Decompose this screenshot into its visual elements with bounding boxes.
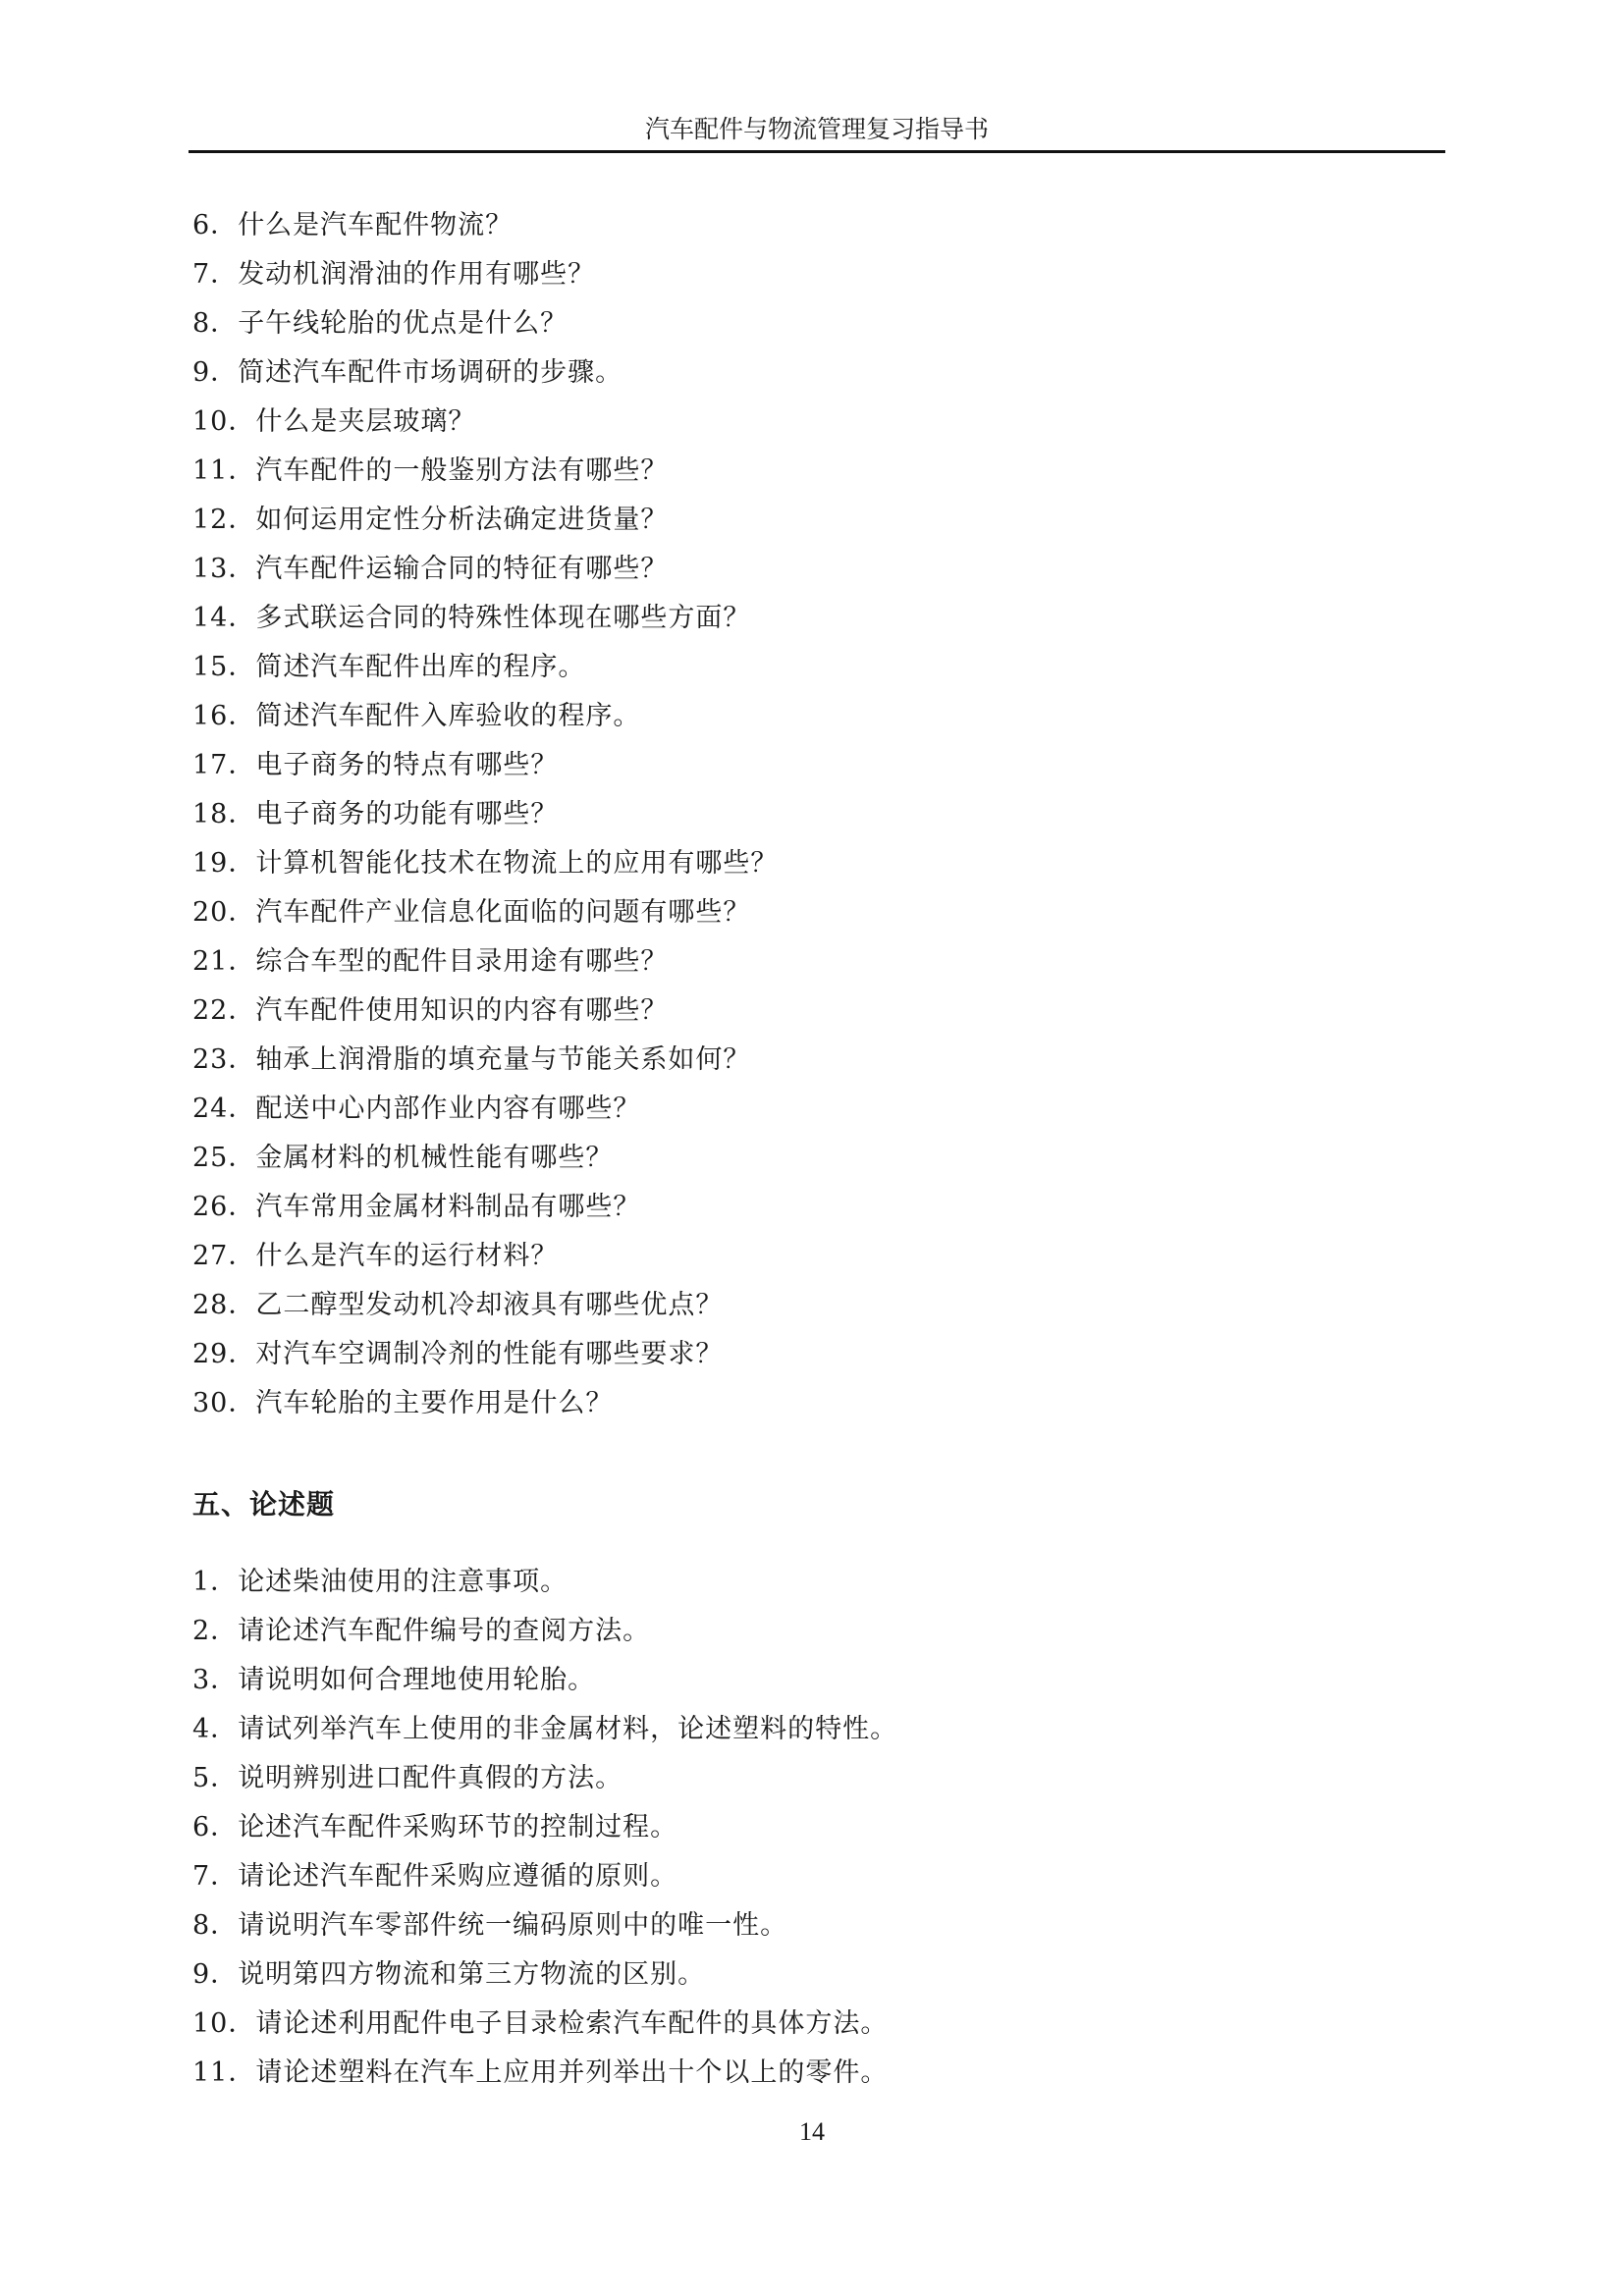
question-item	[192, 1281, 778, 1330]
question-item	[192, 643, 778, 692]
question-item	[192, 1134, 778, 1183]
question-text: 汽车常用金属材料制品有哪些？	[255, 1192, 641, 1222]
question-text: 对汽车空调制冷剂的性能有哪些要求？	[255, 1339, 724, 1369]
question-number: 17．	[192, 750, 256, 780]
question-item	[192, 987, 778, 1036]
question-text: 简述汽车配件市场调研的步骤。	[238, 357, 623, 388]
question-number: 29．	[192, 1339, 256, 1369]
question-item	[192, 1036, 778, 1085]
question-number: 11．	[192, 455, 256, 486]
question-item	[192, 1232, 778, 1281]
question-item	[192, 1705, 897, 1754]
question-text: 请试列举汽车上使用的非金属材料，论述塑料的特性。	[238, 1714, 898, 1744]
question-item	[192, 201, 778, 250]
question-item	[192, 1085, 778, 1134]
question-item	[192, 545, 778, 594]
question-number: 18．	[192, 799, 256, 829]
short-answer-question-list	[192, 201, 778, 1428]
question-text: 汽车配件产业信息化面临的问题有哪些？	[255, 897, 751, 928]
question-text: 金属材料的机械性能有哪些？	[255, 1143, 614, 1173]
question-number: 24．	[192, 1094, 256, 1124]
question-item	[192, 1607, 897, 1656]
question-text: 综合车型的配件目录用途有哪些？	[255, 946, 669, 977]
question-text: 汽车配件的一般鉴别方法有哪些？	[255, 455, 669, 486]
question-text: 请论述汽车配件编号的查阅方法。	[238, 1616, 651, 1646]
question-text: 说明辨别进口配件真假的方法。	[238, 1763, 623, 1793]
question-number: 20．	[192, 897, 256, 928]
header-divider	[189, 150, 1445, 153]
page-header-title: 汽车配件与物流管理复习指导书	[644, 115, 989, 143]
question-item	[192, 398, 778, 447]
question-number: 22．	[192, 995, 256, 1026]
question-number: 8．	[192, 1910, 239, 1941]
question-item	[192, 496, 778, 545]
question-item	[192, 1803, 897, 1852]
question-number: 6．	[192, 210, 239, 240]
question-number: 10．	[192, 2008, 256, 2039]
question-item	[192, 1330, 778, 1379]
question-text: 请论述利用配件电子目录检索汽车配件的具体方法。	[255, 2008, 889, 2039]
question-number: 26．	[192, 1192, 256, 1222]
question-text: 汽车轮胎的主要作用是什么？	[255, 1388, 614, 1418]
question-number: 9．	[192, 1959, 239, 1990]
question-text: 请论述汽车配件采购应遵循的原则。	[238, 1861, 678, 1892]
question-text: 电子商务的特点有哪些？	[255, 750, 559, 780]
question-number: 1．	[192, 1567, 239, 1597]
question-text: 请论述塑料在汽车上应用并列举出十个以上的零件。	[255, 2057, 889, 2088]
question-number: 13．	[192, 554, 256, 584]
question-number: 15．	[192, 652, 256, 682]
question-text: 轴承上润滑脂的填充量与节能关系如何？	[255, 1044, 751, 1075]
question-item	[192, 250, 778, 299]
question-text: 如何运用定性分析法确定进货量？	[255, 505, 669, 535]
question-item	[192, 692, 778, 741]
question-number: 4．	[192, 1714, 239, 1744]
question-text: 汽车配件运输合同的特征有哪些？	[255, 554, 669, 584]
question-text: 发动机润滑油的作用有哪些？	[238, 259, 596, 290]
question-item	[192, 299, 778, 348]
question-text: 论述柴油使用的注意事项。	[238, 1567, 568, 1597]
question-text: 计算机智能化技术在物流上的应用有哪些？	[255, 848, 779, 879]
question-item	[192, 447, 778, 496]
question-number: 16．	[192, 701, 256, 731]
question-item	[192, 790, 778, 839]
question-text: 什么是汽车的运行材料？	[255, 1241, 559, 1271]
question-text: 简述汽车配件入库验收的程序。	[255, 701, 641, 731]
question-item	[192, 2000, 897, 2049]
question-number: 7．	[192, 1861, 239, 1892]
question-number: 12．	[192, 505, 256, 535]
question-text: 子午线轮胎的优点是什么？	[238, 308, 568, 339]
question-number: 11．	[192, 2057, 256, 2088]
question-number: 7．	[192, 259, 239, 290]
question-number: 14．	[192, 603, 256, 633]
question-number: 5．	[192, 1763, 239, 1793]
question-item	[192, 1754, 897, 1803]
question-text: 请说明如何合理地使用轮胎。	[238, 1665, 596, 1695]
question-item	[192, 2049, 897, 2098]
question-text: 汽车配件使用知识的内容有哪些？	[255, 995, 669, 1026]
question-text: 简述汽车配件出库的程序。	[255, 652, 586, 682]
question-number: 25．	[192, 1143, 256, 1173]
question-number: 6．	[192, 1812, 239, 1842]
question-item	[192, 1901, 897, 1950]
question-text: 什么是汽车配件物流？	[238, 210, 514, 240]
question-item	[192, 741, 778, 790]
question-text: 多式联运合同的特殊性体现在哪些方面？	[255, 603, 751, 633]
question-text: 乙二醇型发动机冷却液具有哪些优点？	[255, 1290, 724, 1320]
question-number: 23．	[192, 1044, 256, 1075]
question-number: 10．	[192, 406, 256, 437]
question-text: 说明第四方物流和第三方物流的区别。	[238, 1959, 706, 1990]
question-number: 21．	[192, 946, 256, 977]
page-number: 14	[799, 2117, 825, 2146]
question-item	[192, 1183, 778, 1232]
question-text: 电子商务的功能有哪些？	[255, 799, 559, 829]
question-number: 2．	[192, 1616, 239, 1646]
question-number: 9．	[192, 357, 239, 388]
question-number: 30．	[192, 1388, 256, 1418]
question-text: 什么是夹层玻璃？	[255, 406, 476, 437]
question-item	[192, 1656, 897, 1705]
question-text: 配送中心内部作业内容有哪些？	[255, 1094, 641, 1124]
question-item	[192, 1950, 897, 2000]
question-item	[192, 1558, 897, 1607]
question-item	[192, 594, 778, 643]
question-item	[192, 348, 778, 398]
question-item	[192, 839, 778, 888]
question-number: 27．	[192, 1241, 256, 1271]
question-number: 8．	[192, 308, 239, 339]
question-text: 论述汽车配件采购环节的控制过程。	[238, 1812, 678, 1842]
question-item	[192, 937, 778, 987]
essay-question-list	[192, 1558, 897, 2098]
question-number: 3．	[192, 1665, 239, 1695]
question-number: 28．	[192, 1290, 256, 1320]
question-item	[192, 1379, 778, 1428]
question-number: 19．	[192, 848, 256, 879]
question-text: 请说明汽车零部件统一编码原则中的唯一性。	[238, 1910, 788, 1941]
question-item	[192, 1852, 897, 1901]
section-heading-essay: 五、论述题	[192, 1488, 336, 1521]
question-item	[192, 888, 778, 937]
